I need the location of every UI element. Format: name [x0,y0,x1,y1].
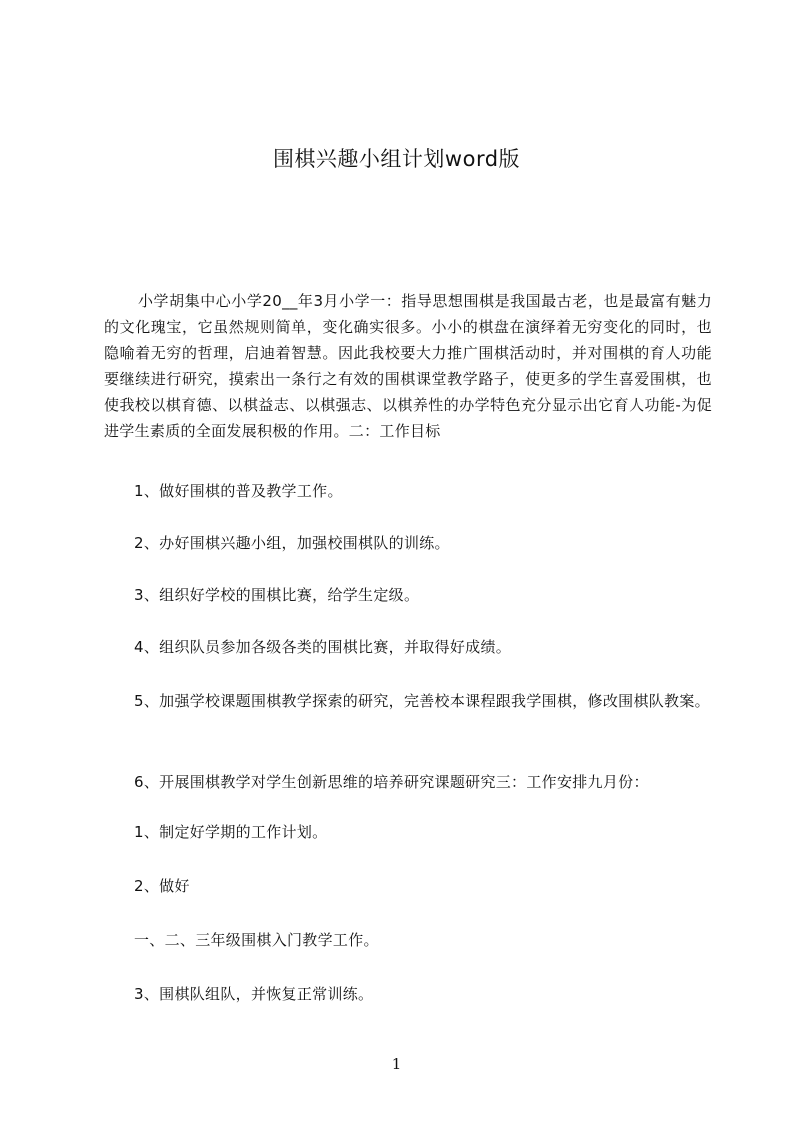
list-item: 3、组织好学校的围棋比赛，给学生定级。 [134,586,420,604]
list-item: 1、制定好学期的工作计划。 [134,823,328,841]
page-number: 1 [391,1055,402,1073]
document-title: 围棋兴趣小组计划word版 [272,147,521,171]
list-item: 6、开展围棋教学对学生创新思维的培养研究课题研究三：工作安排九月份： [134,773,649,791]
list-item: 2、办好围棋兴趣小组，加强校围棋队的训练。 [134,534,450,552]
list-item: 3、围棋队组队，并恢复正常训练。 [134,985,374,1003]
list-item: 1、做好围棋的普及教学工作。 [134,482,343,500]
list-item: 2、做好 [134,877,190,895]
intro-paragraph: 小学胡集中心小学20__年3月小学一：指导思想围棋是我国最古老，也是最富有魅力的文化瑰宝，它虽然规则简单，变化确实很多。小小的棋盘在演绎着无穷变化的同时，也隐喻着无穷的哲理，启迪着智慧。因此我校要大力推广围棋活动时，并对围棋的育人功能要继续进行研究，摸索出一条行之有效的围棋课堂教学路子，使更多的学生喜爱围棋，也使我校以棋育德、以棋益志、以棋强志、以棋养性的办学特色充分显示出它育人功能-为促进学生素质的全面发展积极的作用。二：工作目标 [104,292,712,440]
list-item: 4、组织队员参加各级各类的围棋比赛，并取得好成绩。 [134,638,512,656]
list-item: 一、二、三年级围棋入门教学工作。 [134,931,379,949]
list-item: 5、加强学校课题围棋教学探索的研究，完善校本课程跟我学围棋，修改围棋队教案。 [134,692,710,710]
